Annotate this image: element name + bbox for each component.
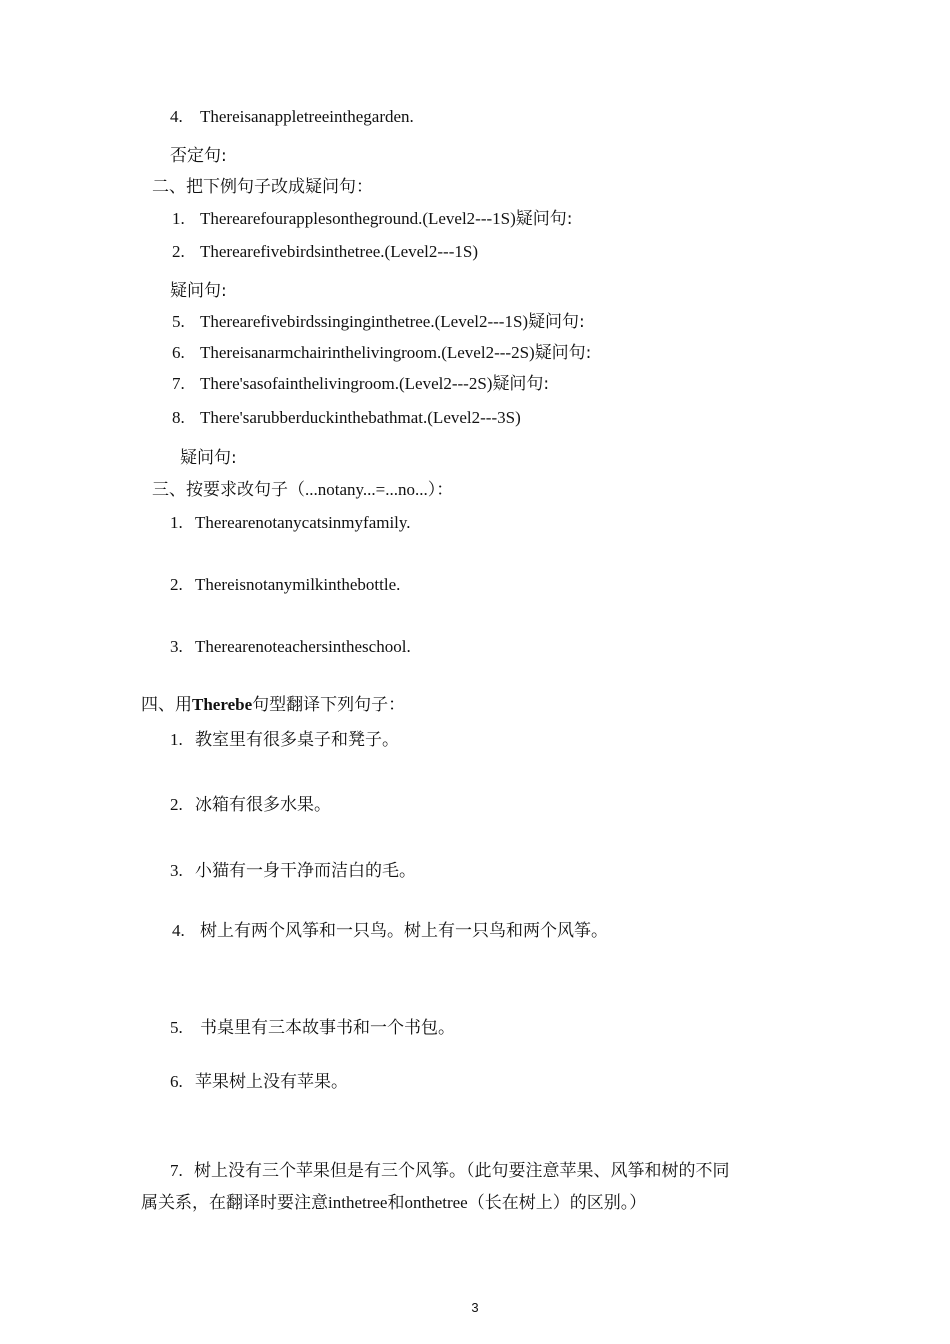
page-number: 3 xyxy=(471,1300,479,1315)
exercise-item xyxy=(172,311,585,333)
item-number: 7. xyxy=(170,1161,183,1180)
exercise-item-7-line1 xyxy=(170,1160,730,1182)
exercise-item xyxy=(170,794,331,816)
exercise-item xyxy=(172,208,573,230)
item-number: 3. xyxy=(170,637,183,656)
item-number: 4. xyxy=(172,921,185,940)
exercise-item xyxy=(170,574,400,596)
item-text-en2: onthetree xyxy=(404,1193,468,1212)
item-text: Therearenotanycatsinmyfamily. xyxy=(195,513,411,532)
item-suffix: 疑问句: xyxy=(515,209,573,229)
item-text: Thereisanappletreeinthegarden. xyxy=(200,107,414,126)
exercise-item xyxy=(170,636,411,658)
answer-label-question: 疑问句: xyxy=(180,448,237,468)
item-number: 1. xyxy=(170,730,183,749)
item-suffix: 疑问句: xyxy=(528,312,585,332)
section-3-title-en: ...notany...=...no... xyxy=(305,480,428,499)
exercise-item xyxy=(172,407,521,429)
item-text: There'sasofainthelivingroom.(Level2---2S) xyxy=(200,374,493,393)
item-suffix: 疑问句: xyxy=(534,343,592,363)
exercise-item xyxy=(170,1071,348,1093)
exercise-item xyxy=(170,106,414,128)
item-text-b: 和 xyxy=(387,1193,405,1213)
section-3-title-post: ）： xyxy=(427,480,454,500)
item-number: 2. xyxy=(170,795,183,814)
section-2-title: 二、把下例句子改成疑问句： xyxy=(152,177,373,197)
item-number: 1. xyxy=(172,209,185,228)
item-text: 教室里有很多桌子和凳子。 xyxy=(195,730,399,750)
item-text: Therearefourapplesontheground.(Level2---1S) xyxy=(200,209,516,228)
item-text: 冰箱有很多水果。 xyxy=(195,795,331,815)
item-text: 苹果树上没有苹果。 xyxy=(195,1072,348,1092)
item-text-a: 属关系，在翻译时要注意 xyxy=(141,1193,328,1213)
section-3-title-pre: 三、按要求改句子（ xyxy=(152,480,305,500)
item-text-en1: inthetree xyxy=(328,1193,388,1212)
item-number: 4. xyxy=(170,107,183,126)
item-text: Thereisnotanymilkinthebottle. xyxy=(195,575,401,594)
exercise-item xyxy=(170,860,416,882)
item-text: Thereisanarmchairinthelivingroom.(Level2---2S) xyxy=(200,343,535,362)
answer-label-question: 疑问句: xyxy=(170,281,227,301)
exercise-item xyxy=(170,729,399,751)
section-4-title-bold: Therebe xyxy=(192,695,253,714)
exercise-item xyxy=(172,920,608,942)
item-number: 1. xyxy=(170,513,183,532)
answer-label-negative: 否定句: xyxy=(170,146,227,166)
item-number: 3. xyxy=(170,861,183,880)
item-text: 树上有两个风筝和一只鸟。树上有一只鸟和两个风筝。 xyxy=(200,921,608,941)
exercise-item xyxy=(172,373,549,395)
item-number: 2. xyxy=(170,575,183,594)
section-3-title xyxy=(152,479,453,501)
exercise-item xyxy=(170,1017,455,1039)
section-4-title-post: 句型翻译下列句子： xyxy=(252,695,406,715)
item-text: 小猫有一身干净而洁白的毛。 xyxy=(195,861,416,881)
section-4-title xyxy=(141,694,405,716)
item-text: 书桌里有三本故事书和一个书包。 xyxy=(200,1018,455,1038)
item-number: 6. xyxy=(172,343,185,362)
item-number: 5. xyxy=(172,312,185,331)
item-text: Therearefivebirdssinginginthetree.(Level2---1S) xyxy=(200,312,529,331)
item-number: 5. xyxy=(170,1018,183,1037)
item-text: Therearenoteachersintheschool. xyxy=(195,637,411,656)
item-suffix: 疑问句: xyxy=(492,374,550,394)
item-number: 7. xyxy=(172,374,185,393)
item-text: 树上没有三个苹果但是有三个风筝。（此句要注意苹果、风筝和树的不同 xyxy=(194,1161,730,1181)
section-4-title-pre: 四、用 xyxy=(141,695,192,715)
item-number: 2. xyxy=(172,242,185,261)
item-text: Therearefivebirdsinthetree.(Level2---1S) xyxy=(200,242,478,261)
exercise-item xyxy=(172,241,478,263)
exercise-item xyxy=(172,342,591,364)
item-text: There'sarubberduckinthebathmat.(Level2---3S) xyxy=(200,408,521,427)
exercise-item-7-line2 xyxy=(141,1192,646,1214)
item-number: 8. xyxy=(172,408,185,427)
item-number: 6. xyxy=(170,1072,183,1091)
exercise-item xyxy=(170,512,411,534)
item-text-c: （长在树上）的区别。） xyxy=(467,1193,647,1213)
